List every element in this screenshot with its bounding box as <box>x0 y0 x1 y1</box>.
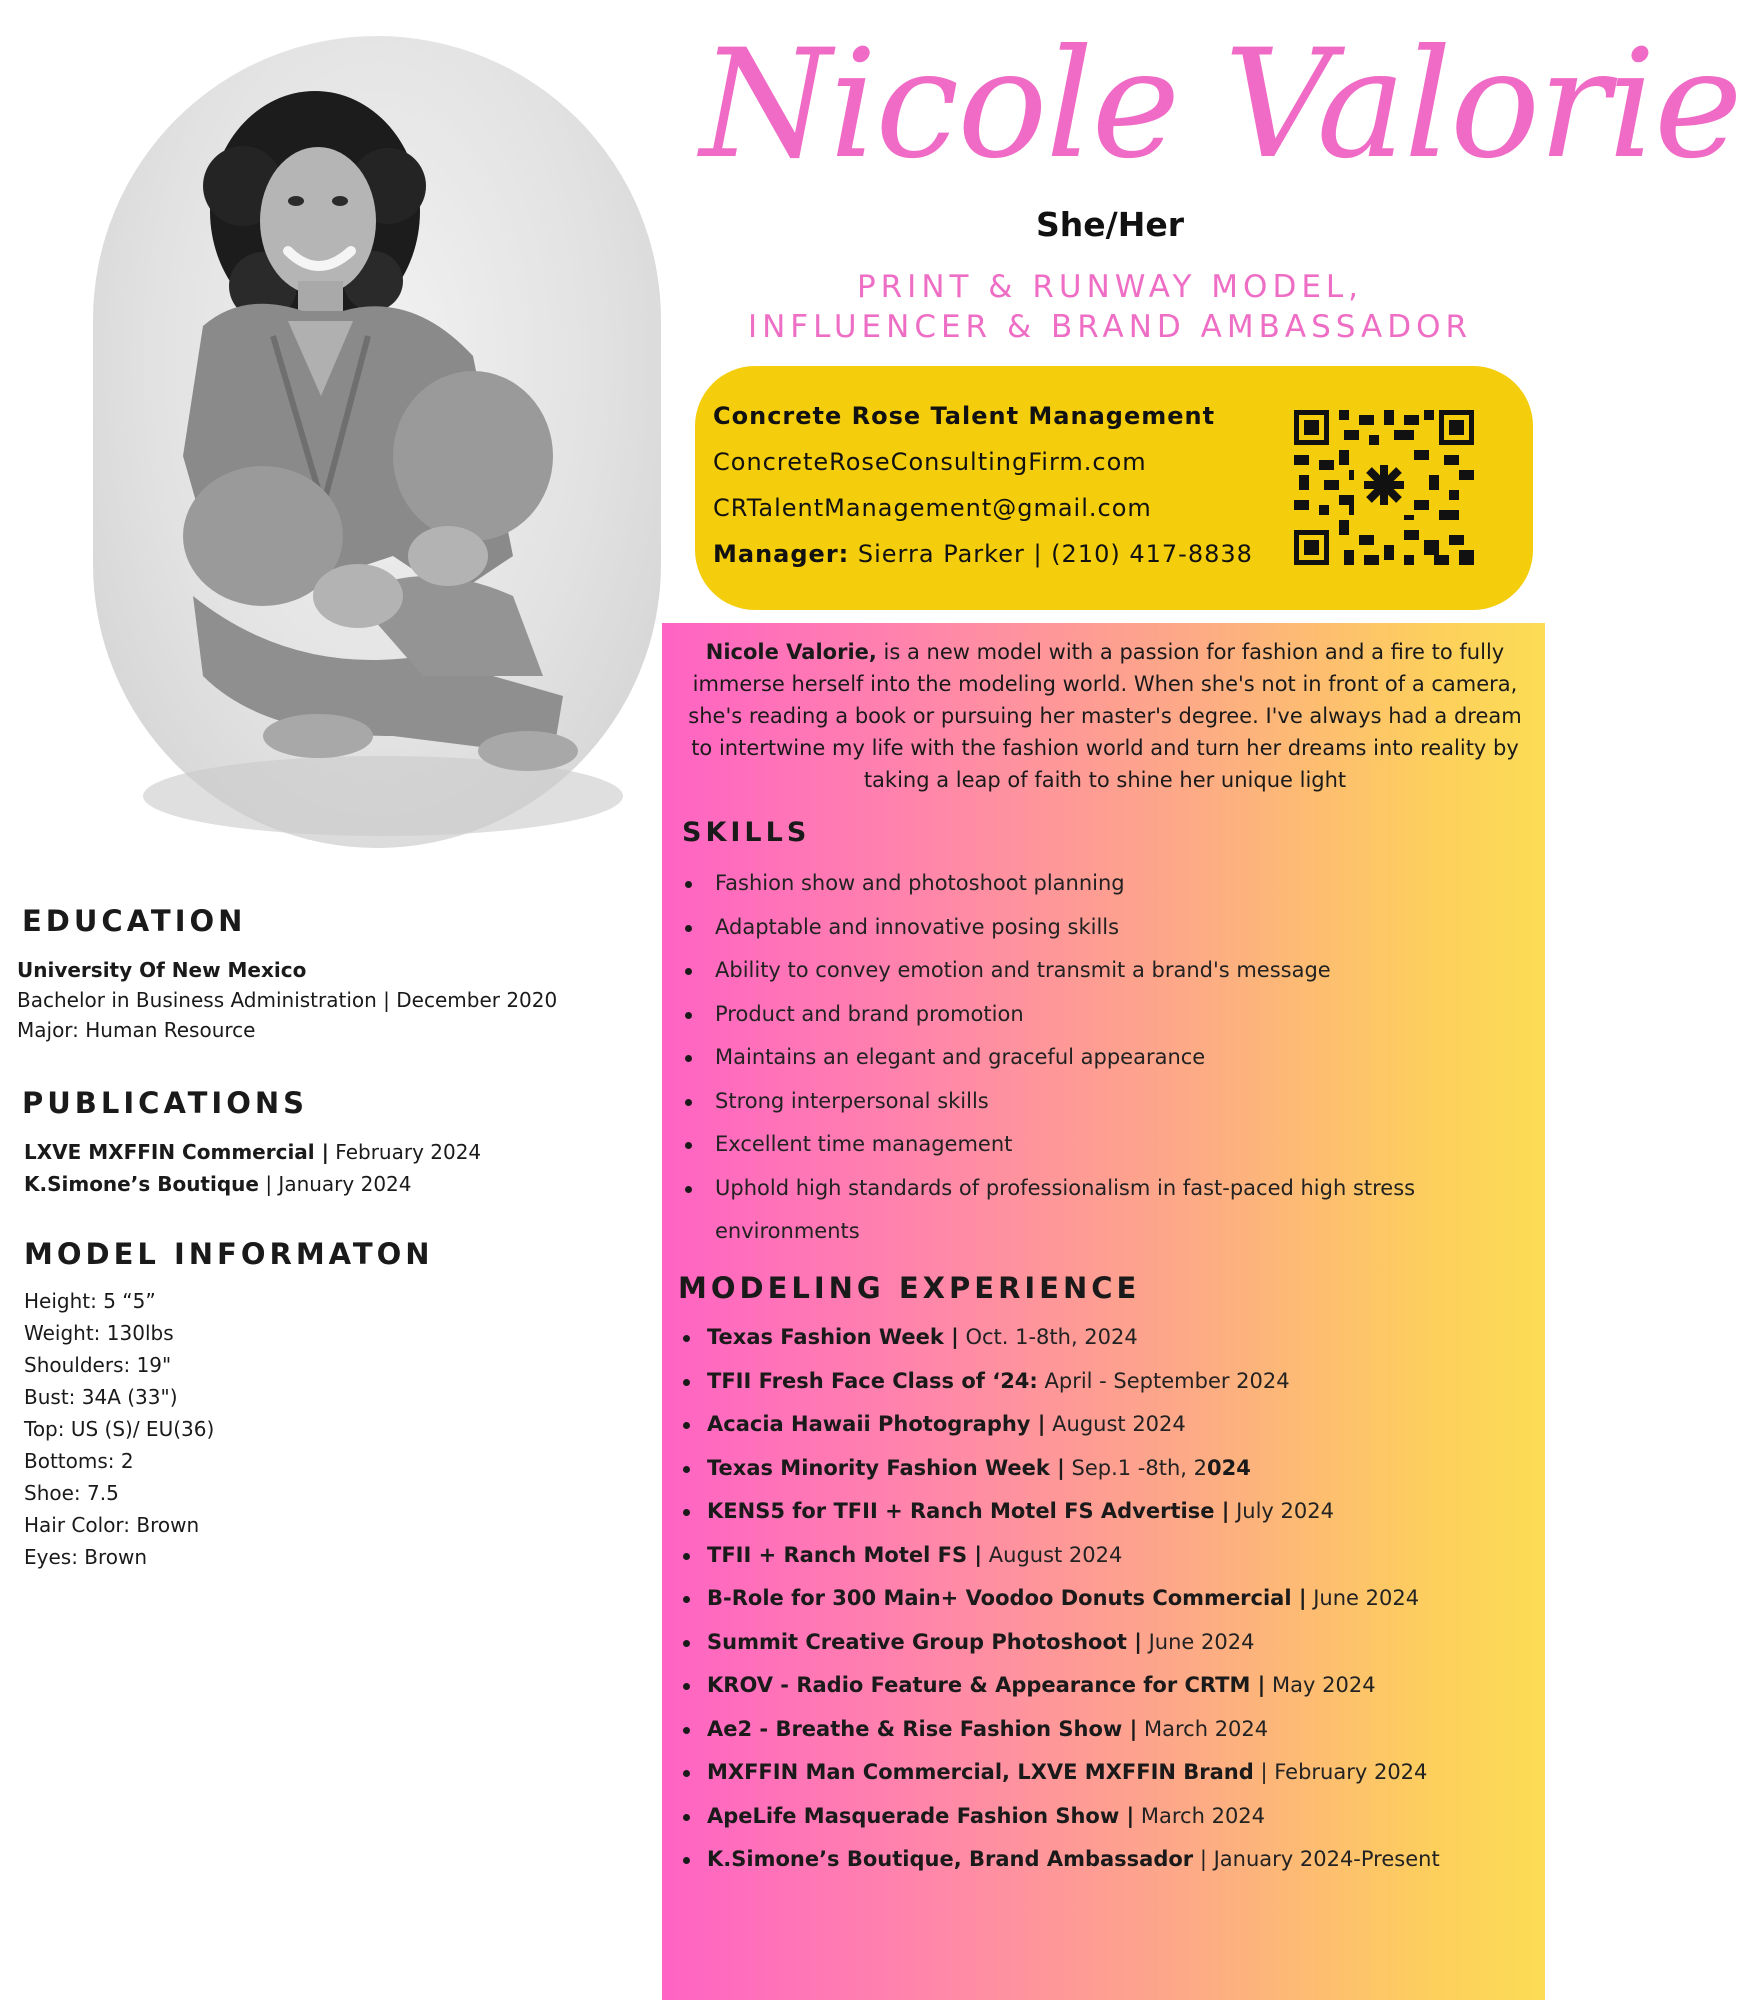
skill-item: Excellent time management <box>685 1123 1525 1167</box>
experience-item <box>675 1664 1535 1708</box>
publications-heading: PUBLICATIONS <box>22 1086 309 1120</box>
skill-item: Maintains an elegant and graceful appearance <box>685 1036 1525 1080</box>
experience-title: ApeLife Masquerade Fashion Show | <box>707 1803 1135 1828</box>
publication-date: | January 2024 <box>258 1172 412 1196</box>
skills-list <box>685 862 1525 1254</box>
experience-item <box>675 1316 1535 1360</box>
experience-item <box>675 1795 1535 1839</box>
skill-item: Uphold high standards of professionalism in fast-paced high stress environments <box>685 1167 1455 1254</box>
model-info-item: Top: US (S)/ EU(36) <box>24 1417 215 1441</box>
skill-item: Ability to convey emotion and transmit a brand's message <box>685 949 1525 993</box>
experience-title: KENS5 for TFII + Ranch Motel FS Advertise | <box>707 1499 1230 1523</box>
education-heading: EDUCATION <box>22 904 247 938</box>
experience-date: | February 2024 <box>1253 1760 1428 1784</box>
manager-value: Sierra Parker | (210) 417-8838 <box>849 540 1253 568</box>
experience-title: Texas Fashion Week | <box>707 1325 959 1349</box>
about-paragraph <box>675 636 1535 796</box>
role-titles <box>700 267 1520 347</box>
pronouns: She/Her <box>1036 205 1184 244</box>
skills-heading: SKILLS <box>682 817 811 848</box>
experience-item <box>675 1621 1535 1665</box>
experience-title: K.Simone’s Boutique, Brand Ambassador <box>707 1847 1194 1871</box>
experience-item <box>675 1577 1535 1621</box>
publication-item <box>24 1172 412 1196</box>
model-info-item: Shoulders: 19" <box>24 1353 172 1377</box>
model-info-item: Bust: 34A (33") <box>24 1385 178 1409</box>
experience-date: June 2024 <box>1306 1586 1420 1610</box>
publication-title: LXVE MXFFIN Commercial | <box>24 1140 329 1164</box>
skill-item: Fashion show and photoshoot planning <box>685 862 1525 906</box>
model-info-item: Hair Color: Brown <box>24 1513 200 1537</box>
experience-item <box>675 1447 1535 1491</box>
experience-title: Ae2 - Breathe & Rise Fashion Show | <box>707 1716 1138 1741</box>
experience-title: Texas Minority Fashion Week | <box>707 1455 1065 1480</box>
skill-item: Product and brand promotion <box>685 993 1525 1037</box>
experience-item <box>675 1490 1535 1534</box>
experience-date: June 2024 <box>1141 1629 1255 1654</box>
profile-photo <box>93 36 661 848</box>
model-info-heading: MODEL INFORMATON <box>24 1237 434 1271</box>
portrait-illustration <box>93 36 661 848</box>
name-title: Nicole Valorie <box>700 18 1741 192</box>
agency-name: Concrete Rose Talent Management <box>713 402 1216 430</box>
skill-item: Strong interpersonal skills <box>685 1080 1525 1124</box>
manager-label: Manager: <box>713 540 850 568</box>
experience-date: Oct. 1-8th, 2024 <box>958 1325 1138 1349</box>
agency-email-link[interactable]: CRTalentManagement@gmail.com <box>713 494 1152 522</box>
model-info-item: Height: 5 “5” <box>24 1289 156 1313</box>
model-info-item: Bottoms: 2 <box>24 1449 134 1473</box>
model-info-item: Eyes: Brown <box>24 1545 148 1569</box>
experience-item <box>675 1708 1535 1752</box>
experience-date: March 2024 <box>1137 1716 1269 1741</box>
model-info-item: Shoe: 7.5 <box>24 1481 119 1505</box>
experience-date: March 2024 <box>1134 1803 1266 1828</box>
experience-item <box>675 1360 1535 1404</box>
experience-title: TFII Fresh Face Class of ‘24: <box>707 1368 1038 1393</box>
manager-contact <box>713 540 1253 568</box>
experience-date: July 2024 <box>1229 1499 1334 1523</box>
experience-date-bold: 024 <box>1207 1455 1251 1480</box>
experience-title: B-Role for 300 Main+ Voodoo Donuts Commercial | <box>707 1586 1307 1610</box>
skill-item: Adaptable and innovative posing skills <box>685 906 1525 950</box>
education-major: Major: Human Resource <box>17 1018 256 1042</box>
about-name: Nicole Valorie, <box>705 640 877 664</box>
experience-date: August 2024 <box>1045 1412 1186 1436</box>
role-title-line-2: INFLUENCER & BRAND AMBASSADOR <box>747 309 1473 345</box>
model-info-item: Weight: 130lbs <box>24 1321 174 1345</box>
experience-title: Acacia Hawaii Photography | <box>707 1412 1046 1436</box>
experience-list <box>675 1316 1535 1882</box>
experience-item <box>675 1403 1535 1447</box>
publication-date: February 2024 <box>328 1140 482 1164</box>
agency-website-link[interactable]: ConcreteRoseConsultingFirm.com <box>713 448 1147 476</box>
role-title-line-1: PRINT & RUNWAY MODEL, <box>856 269 1364 305</box>
experience-title: TFII + Ranch Motel FS | <box>707 1542 983 1567</box>
qr-code-icon[interactable] <box>1294 410 1474 565</box>
publication-title: K.Simone’s Boutique <box>24 1172 259 1196</box>
experience-title: KROV - Radio Feature & Appearance for CRTM | <box>707 1673 1266 1697</box>
experience-date: August 2024 <box>982 1542 1123 1567</box>
experience-date: April - September 2024 <box>1037 1368 1290 1393</box>
experience-item <box>675 1534 1535 1578</box>
experience-date: May 2024 <box>1265 1673 1376 1697</box>
education-degree: Bachelor in Business Administration | December 2020 <box>17 988 558 1012</box>
experience-date: | January 2024-Present <box>1193 1847 1440 1871</box>
about-text: is a new model with a passion for fashion and a fire to fully immerse herself into the modeling world. When she's not in front of a camera, she's reading a book or pursuing her master's degree. I've always had a dream to intertwine my life with the fashion world and turn her dreams into reality by taking a leap of faith to shine her unique light <box>688 640 1522 792</box>
experience-title: MXFFIN Man Commercial, LXVE MXFFIN Brand <box>707 1760 1254 1784</box>
publication-item <box>24 1140 481 1164</box>
education-school: University Of New Mexico <box>17 958 307 982</box>
experience-item <box>675 1838 1535 1882</box>
experience-item <box>675 1751 1535 1795</box>
experience-heading: MODELING EXPERIENCE <box>678 1271 1141 1305</box>
experience-date: Sep.1 -8th, 2 <box>1064 1455 1208 1480</box>
experience-title: Summit Creative Group Photoshoot | <box>707 1629 1142 1654</box>
